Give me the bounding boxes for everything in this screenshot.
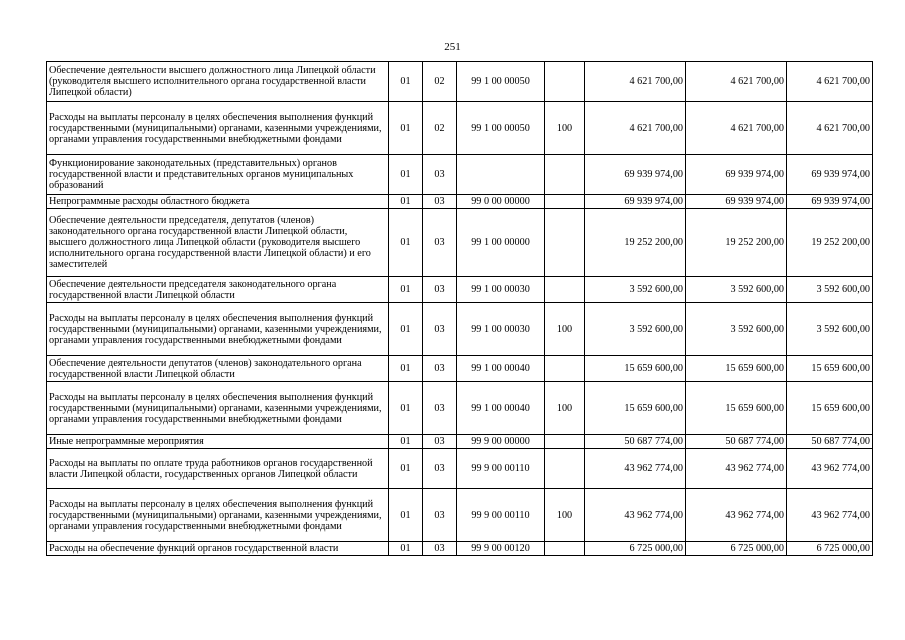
expense-type-code: 100 <box>545 489 585 542</box>
expense-type-code: 100 <box>545 102 585 155</box>
table-row <box>47 277 873 303</box>
target-article-code: 99 1 00 00040 <box>457 382 545 435</box>
table-row <box>47 62 873 102</box>
table-row <box>47 155 873 195</box>
amount-1: 6 725 000,00 <box>585 542 686 556</box>
item-name: Расходы на выплаты персоналу в целях обеспечения выполнения функций государственными (муниципальными) органами, казенными учреждениями, органами управления государственными внебюджетными фондами <box>47 489 389 542</box>
subsection-code: 03 <box>423 489 457 542</box>
subsection-code: 03 <box>423 303 457 356</box>
section-code: 01 <box>389 449 423 489</box>
item-name: Обеспечение деятельности депутатов (членов) законодательного органа государственной власти Липецкой области <box>47 356 389 382</box>
target-article-code: 99 9 00 00000 <box>457 435 545 449</box>
target-article-code: 99 1 00 00050 <box>457 62 545 102</box>
amount-1: 15 659 600,00 <box>585 382 686 435</box>
table-row <box>47 102 873 155</box>
item-name: Расходы на выплаты по оплате труда работников органов государственной власти Липецкой области, государственных органов Липецкой области <box>47 449 389 489</box>
amount-2: 50 687 774,00 <box>686 435 787 449</box>
item-name: Иные непрограммные мероприятия <box>47 435 389 449</box>
target-article-code: 99 9 00 00110 <box>457 449 545 489</box>
section-code: 01 <box>389 435 423 449</box>
subsection-code: 03 <box>423 435 457 449</box>
table-row <box>47 435 873 449</box>
section-code: 01 <box>389 356 423 382</box>
amount-2: 4 621 700,00 <box>686 102 787 155</box>
section-code: 01 <box>389 542 423 556</box>
subsection-code: 03 <box>423 542 457 556</box>
table-row <box>47 195 873 209</box>
subsection-code: 03 <box>423 382 457 435</box>
subsection-code: 03 <box>423 155 457 195</box>
budget-table <box>46 61 873 556</box>
section-code: 01 <box>389 277 423 303</box>
section-code: 01 <box>389 195 423 209</box>
amount-2: 15 659 600,00 <box>686 382 787 435</box>
expense-type-code: 100 <box>545 382 585 435</box>
amount-3: 19 252 200,00 <box>787 209 873 277</box>
amount-2: 43 962 774,00 <box>686 449 787 489</box>
amount-3: 43 962 774,00 <box>787 489 873 542</box>
subsection-code: 03 <box>423 277 457 303</box>
amount-2: 19 252 200,00 <box>686 209 787 277</box>
item-name: Расходы на выплаты персоналу в целях обеспечения выполнения функций государственными (муниципальными) органами, казенными учреждениями, органами управления государственными внебюджетными фондами <box>47 102 389 155</box>
amount-3: 15 659 600,00 <box>787 382 873 435</box>
amount-3: 6 725 000,00 <box>787 542 873 556</box>
amount-2: 6 725 000,00 <box>686 542 787 556</box>
amount-3: 69 939 974,00 <box>787 155 873 195</box>
amount-3: 3 592 600,00 <box>787 303 873 356</box>
amount-1: 69 939 974,00 <box>585 155 686 195</box>
amount-1: 19 252 200,00 <box>585 209 686 277</box>
section-code: 01 <box>389 155 423 195</box>
amount-1: 4 621 700,00 <box>585 62 686 102</box>
amount-3: 3 592 600,00 <box>787 277 873 303</box>
expense-type-code <box>545 542 585 556</box>
amount-1: 43 962 774,00 <box>585 489 686 542</box>
item-name: Обеспечение деятельности председателя законодательного органа государственной власти Липецкой области <box>47 277 389 303</box>
target-article-code: 99 9 00 00120 <box>457 542 545 556</box>
item-name: Расходы на обеспечение функций органов государственной власти <box>47 542 389 556</box>
amount-1: 69 939 974,00 <box>585 195 686 209</box>
target-article-code: 99 9 00 00110 <box>457 489 545 542</box>
table-row <box>47 356 873 382</box>
amount-2: 69 939 974,00 <box>686 155 787 195</box>
amount-1: 4 621 700,00 <box>585 102 686 155</box>
item-name: Обеспечение деятельности председателя, депутатов (членов) законодательного органа государственной власти Липецкой области, высшего должностного лица Липецкой области (руководителя высшего исполнительного органа государственной власти Липецкой области) и его заместителей <box>47 209 389 277</box>
page-number: 251 <box>444 41 461 53</box>
target-article-code: 99 1 00 00050 <box>457 102 545 155</box>
amount-3: 4 621 700,00 <box>787 62 873 102</box>
budget-table-body <box>47 62 873 556</box>
subsection-code: 02 <box>423 102 457 155</box>
expense-type-code <box>545 209 585 277</box>
item-name: Функционирование законодательных (представительных) органов государственной власти и представительных органов муниципальных образований <box>47 155 389 195</box>
amount-1: 15 659 600,00 <box>585 356 686 382</box>
table-row <box>47 449 873 489</box>
section-code: 01 <box>389 62 423 102</box>
amount-1: 3 592 600,00 <box>585 303 686 356</box>
expense-type-code <box>545 195 585 209</box>
amount-2: 69 939 974,00 <box>686 195 787 209</box>
amount-3: 4 621 700,00 <box>787 102 873 155</box>
section-code: 01 <box>389 382 423 435</box>
table-row <box>47 542 873 556</box>
subsection-code: 02 <box>423 62 457 102</box>
table-row <box>47 489 873 542</box>
expense-type-code <box>545 155 585 195</box>
expense-type-code: 100 <box>545 303 585 356</box>
subsection-code: 03 <box>423 356 457 382</box>
expense-type-code <box>545 277 585 303</box>
amount-3: 15 659 600,00 <box>787 356 873 382</box>
target-article-code <box>457 155 545 195</box>
target-article-code: 99 1 00 00040 <box>457 356 545 382</box>
amount-3: 69 939 974,00 <box>787 195 873 209</box>
amount-3: 43 962 774,00 <box>787 449 873 489</box>
amount-1: 50 687 774,00 <box>585 435 686 449</box>
amount-2: 3 592 600,00 <box>686 277 787 303</box>
target-article-code: 99 0 00 00000 <box>457 195 545 209</box>
item-name: Обеспечение деятельности высшего должностного лица Липецкой области (руководителя высшего исполнительного органа государственной власти Липецкой области) <box>47 62 389 102</box>
item-name: Расходы на выплаты персоналу в целях обеспечения выполнения функций государственными (муниципальными) органами, казенными учреждениями, органами управления государственными внебюджетными фондами <box>47 303 389 356</box>
amount-1: 3 592 600,00 <box>585 277 686 303</box>
expense-type-code <box>545 435 585 449</box>
target-article-code: 99 1 00 00030 <box>457 277 545 303</box>
section-code: 01 <box>389 303 423 356</box>
amount-3: 50 687 774,00 <box>787 435 873 449</box>
expense-type-code <box>545 449 585 489</box>
subsection-code: 03 <box>423 449 457 489</box>
amount-2: 4 621 700,00 <box>686 62 787 102</box>
amount-2: 15 659 600,00 <box>686 356 787 382</box>
target-article-code: 99 1 00 00030 <box>457 303 545 356</box>
table-row <box>47 209 873 277</box>
amount-2: 43 962 774,00 <box>686 489 787 542</box>
target-article-code: 99 1 00 00000 <box>457 209 545 277</box>
amount-2: 3 592 600,00 <box>686 303 787 356</box>
item-name: Непрограммные расходы областного бюджета <box>47 195 389 209</box>
subsection-code: 03 <box>423 209 457 277</box>
section-code: 01 <box>389 102 423 155</box>
expense-type-code <box>545 62 585 102</box>
section-code: 01 <box>389 209 423 277</box>
expense-type-code <box>545 356 585 382</box>
table-row <box>47 303 873 356</box>
item-name: Расходы на выплаты персоналу в целях обеспечения выполнения функций государственными (муниципальными) органами, казенными учреждениями, органами управления государственными внебюджетными фондами <box>47 382 389 435</box>
amount-1: 43 962 774,00 <box>585 449 686 489</box>
section-code: 01 <box>389 489 423 542</box>
subsection-code: 03 <box>423 195 457 209</box>
table-row <box>47 382 873 435</box>
